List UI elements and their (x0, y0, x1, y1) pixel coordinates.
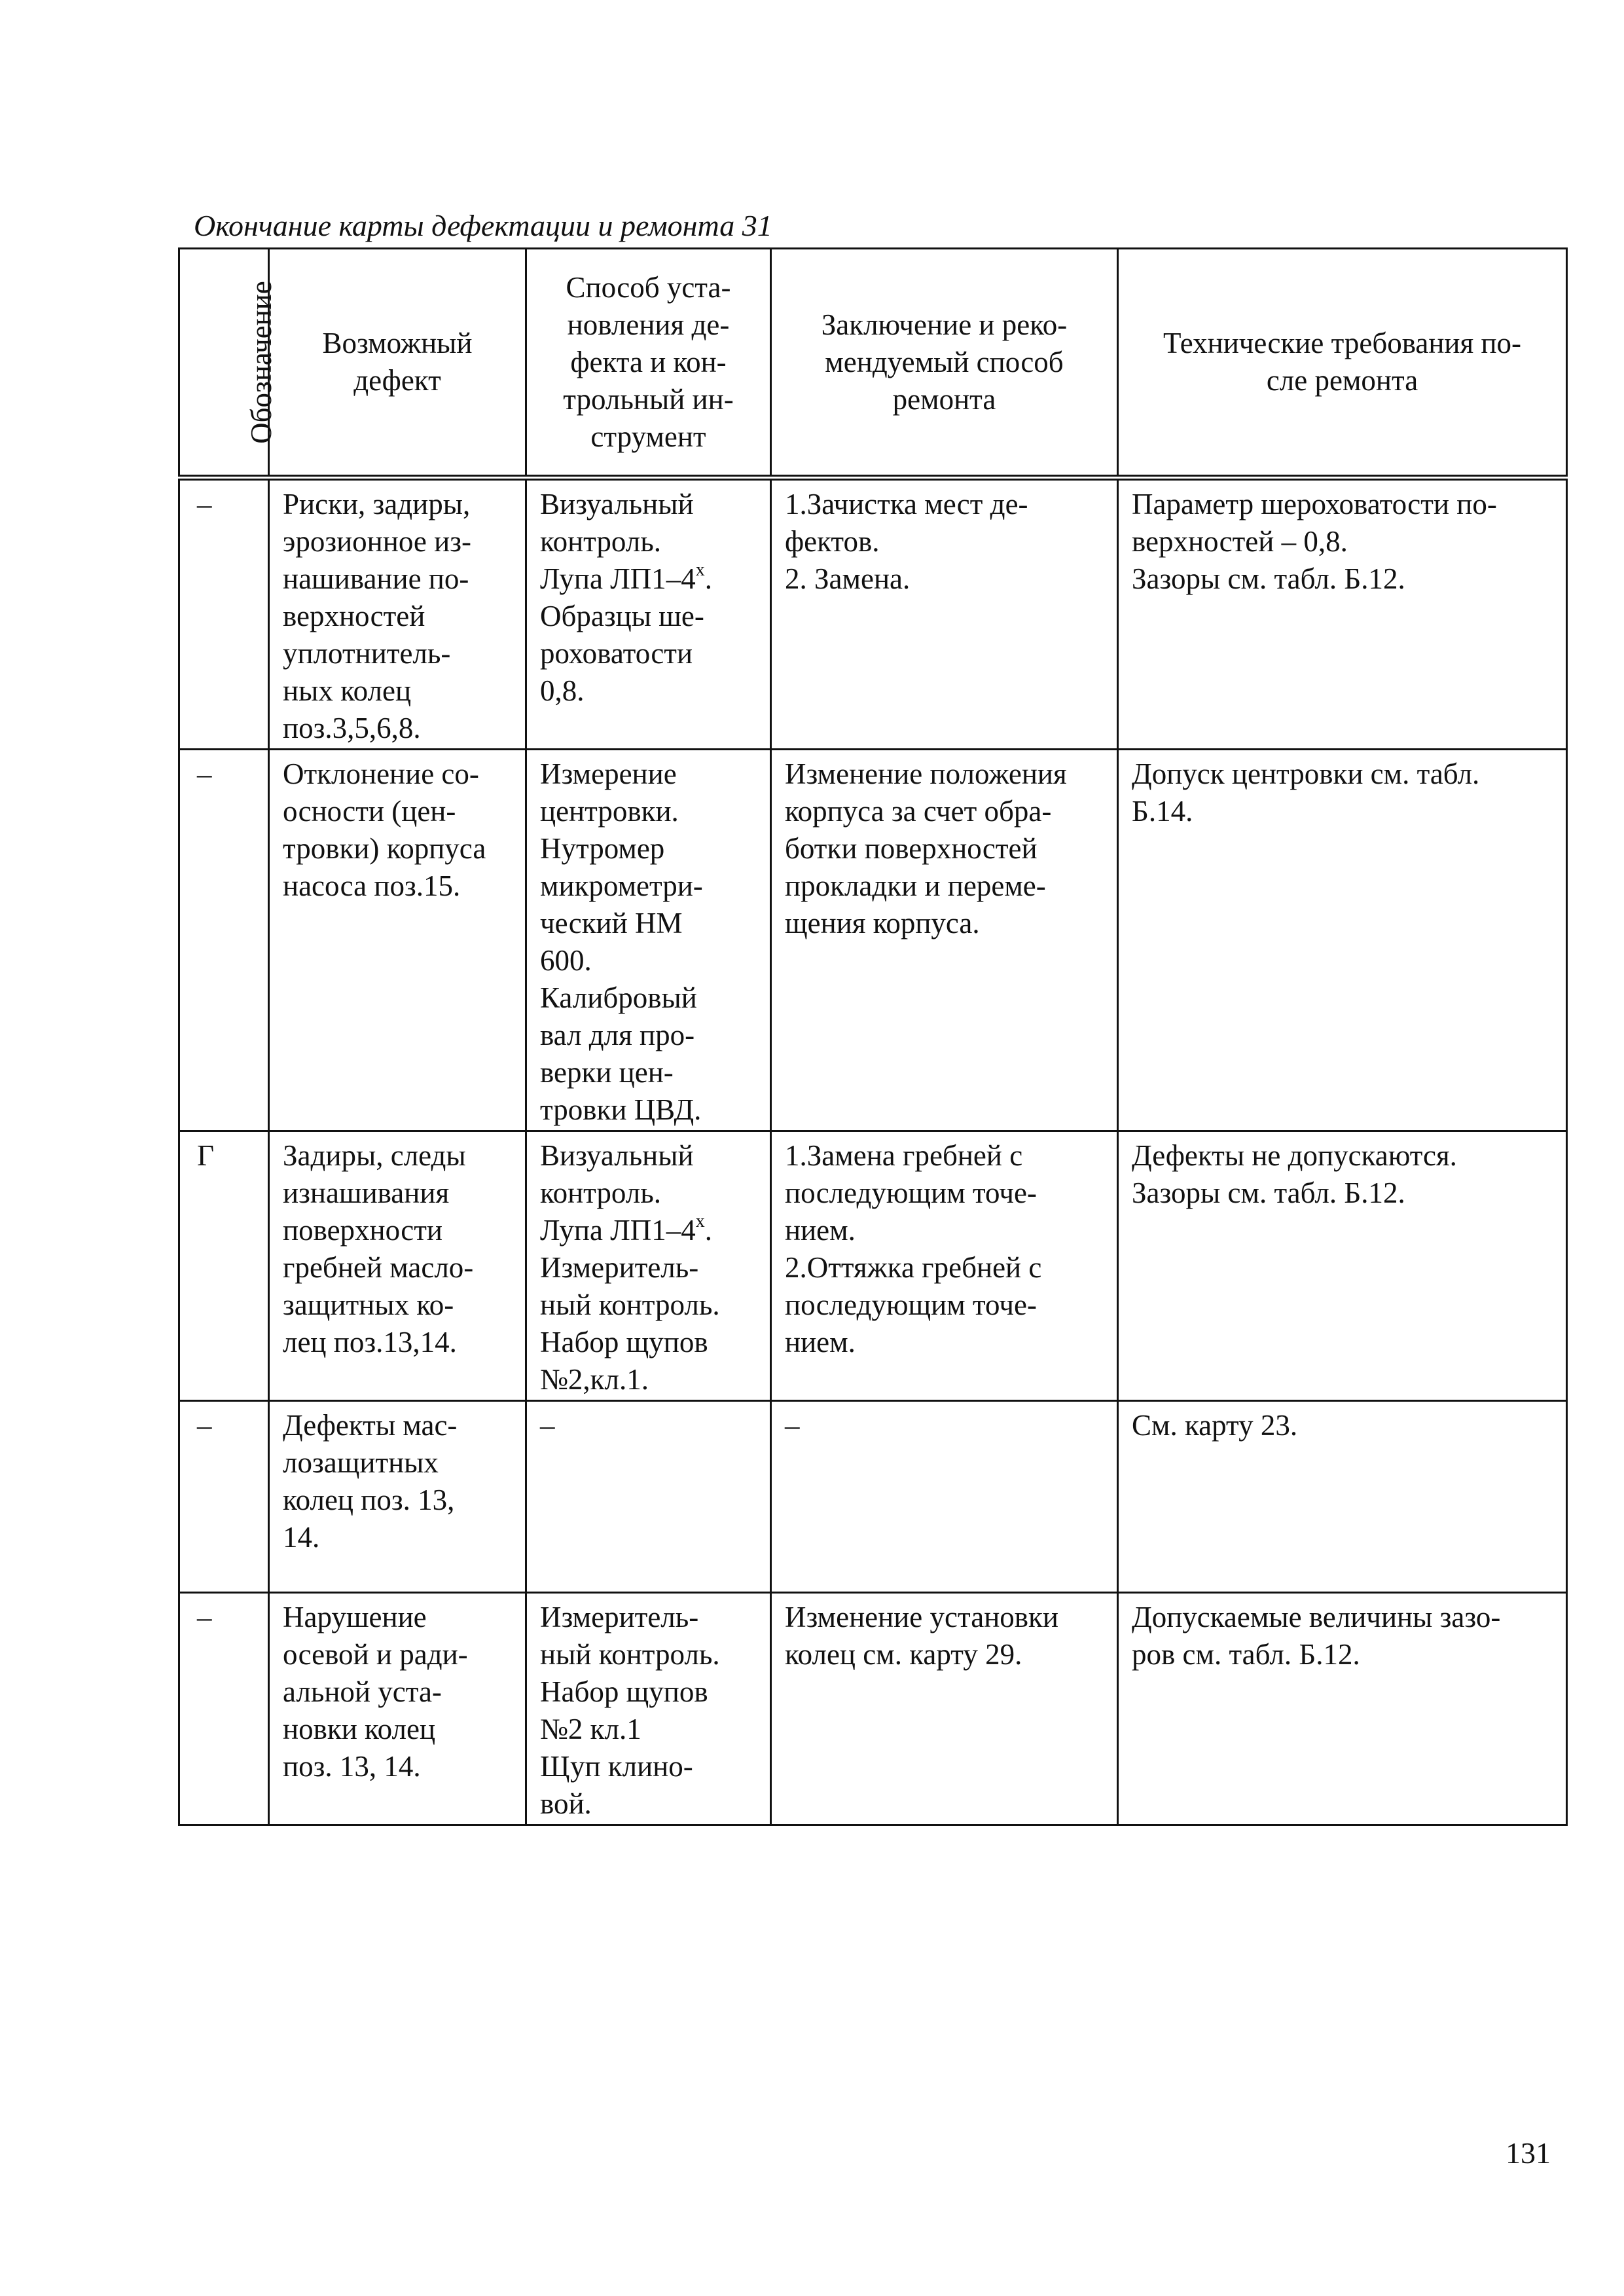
header-method: Способ уста- новления де- фекта и кон- трольный ин- струмент (526, 249, 771, 478)
table-row (179, 1131, 1567, 1401)
cell-conclusion: Изменение установки колец см. карту 29. (771, 1593, 1118, 1825)
cell-designation: – (179, 478, 269, 750)
cell-requirements: Дефекты не допускаются. Зазоры см. табл. Б.12. (1118, 1131, 1567, 1401)
cell-method: Измеритель- ный контроль. Набор щупов №2 кл.1 Щуп клино- вой. (526, 1593, 771, 1825)
cell-conclusion: Изменение положения корпуса за счет обра- ботки поверхностей прокладки и переме- щения корпуса. (771, 750, 1118, 1131)
table-row (179, 1401, 1567, 1593)
table-row (179, 478, 1567, 750)
table-header-row (179, 249, 1567, 478)
cell-requirements: Параметр шероховатости по- верхностей – 0,8. Зазоры см. табл. Б.12. (1118, 478, 1567, 750)
header-requirements: Технические требования по- сле ремонта (1118, 249, 1567, 478)
cell-requirements: См. карту 23. (1118, 1401, 1567, 1593)
cell-method: – (526, 1401, 771, 1593)
cell-requirements: Допускаемые величины зазо- ров см. табл. Б.12. (1118, 1593, 1567, 1825)
cell-method: Визуальный контроль. Лупа $ЛП1-4^х$. Образцы ше- роховатости 0,8. (526, 478, 771, 750)
header-designation: Обозначение (179, 249, 269, 478)
cell-conclusion: 1.Замена гребней с последующим точе- нием. 2.Оттяжка гребней с последующим точе- нием. (771, 1131, 1118, 1401)
cell-defect: Нарушение осевой и ради- альной уста- новки колец поз. 13, 14. (269, 1593, 526, 1825)
cell-defect: Дефекты мас- лозащитных колец поз. 13, 14. (269, 1401, 526, 1593)
cell-defect: Отклонение со- осности (цен- тровки) корпуса насоса поз.15. (269, 750, 526, 1131)
defect-repair-table (178, 247, 1568, 1826)
cell-designation: – (179, 750, 269, 1131)
page-number: 131 (1506, 2136, 1551, 2170)
table-row (179, 750, 1567, 1131)
table-row (179, 1593, 1567, 1825)
cell-designation: – (179, 1593, 269, 1825)
table-caption: Окончание карты дефектации и ремонта 31 (194, 209, 772, 242)
header-defect: Возможный дефект (269, 249, 526, 478)
cell-method: Измерение центровки. Нутромер микрометри- ческий НМ 600. Калибровый вал для про- верки цен- тровки ЦВД. (526, 750, 771, 1131)
cell-conclusion: – (771, 1401, 1118, 1593)
cell-designation: – (179, 1401, 269, 1593)
cell-method: Визуальный контроль. Лупа $ЛП1-4^х$. Измеритель- ный контроль. Набор щупов №2,кл.1. (526, 1131, 771, 1401)
cell-designation: Г (179, 1131, 269, 1401)
cell-conclusion: 1.Зачистка мест де- фектов. 2. Замена. (771, 478, 1118, 750)
cell-defect: Риски, задиры, эрозионное из- нашивание по- верхностей уплотнитель- ных колец поз.3,5,6,8. (269, 478, 526, 750)
header-conclusion: Заключение и реко- мендуемый способ ремонта (771, 249, 1118, 478)
cell-requirements: Допуск центровки см. табл. Б.14. (1118, 750, 1567, 1131)
cell-defect: Задиры, следы изнашивания поверхности гребней масло- защитных ко- лец поз.13,14. (269, 1131, 526, 1401)
